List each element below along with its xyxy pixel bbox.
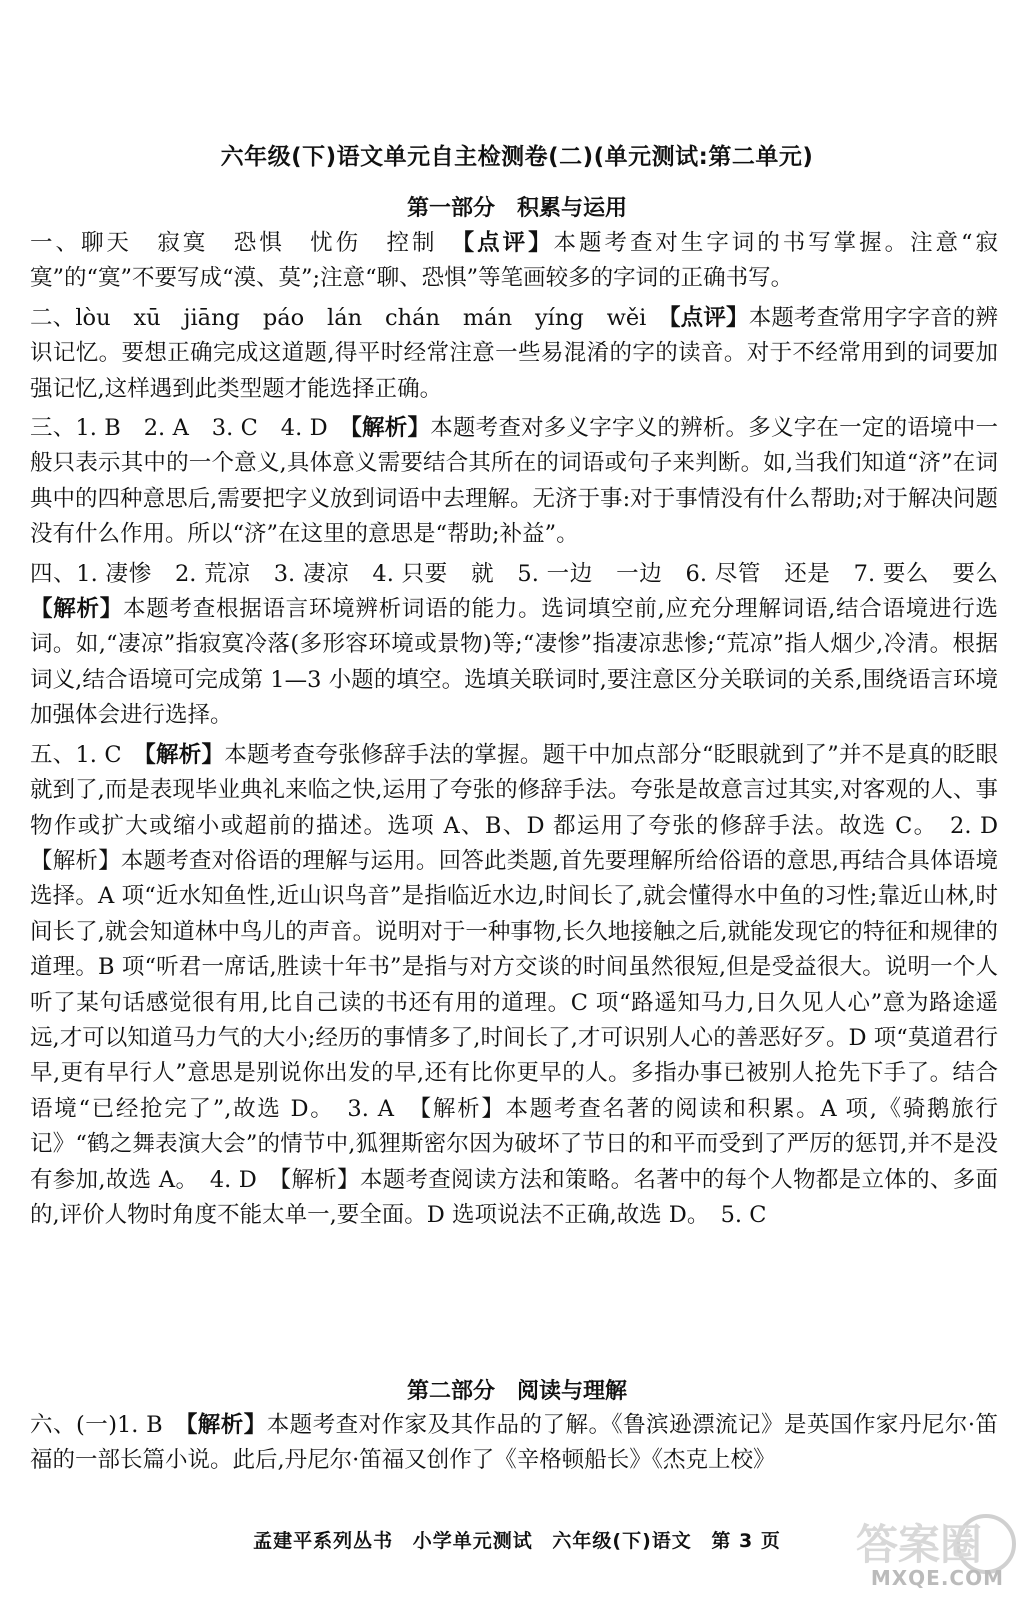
answer-item-3: 三、1. B 2. A 3. C 4. D 【解析】本题考查对多义字字义的辨析。多义字在一定的语境中一般只表示其中的一个意义,具体意义需要结合其所在的词语或句子来判断。如,当我们知道“济”在词典中的四种意思后,需要把字义放到词语中去理解。无济于事:对于事情没有什么帮助;对于解决问题没有什么作用。所以“济”在这里的意思是“帮助;补益”。 (30, 415, 998, 548)
part2-heading: 第二部分 阅读与理解 (406, 1379, 627, 1404)
part1-heading: 第一部分 积累与运用 (406, 196, 627, 221)
answer-item-6: 六、(一)1. B 【解析】本题考查对作家及其作品的了解。《鲁滨逊漂流记》是英国作家丹尼尔·笛福的一部长篇小说。此后,丹尼尔·笛福又创作了《辛格顿船长》《杰克上校》 (30, 1412, 998, 1474)
part2-body (30, 1408, 998, 1483)
watermark-logo-text: 答案圈 (856, 1520, 983, 1569)
answer-item-1: 一、聊天 寂寞 恐惧 忧伤 控制 【点评】本题考查对生字词的书写掌握。注意“寂寞”的“寞”不要写成“漠、莫”;注意“聊、恐惧”等笔画较多的字词的正确书写。 (30, 230, 998, 292)
footer-series: 孟建平系列丛书 (253, 1530, 394, 1552)
footer-book: 小学单元测试 (412, 1530, 533, 1552)
footer-page-number: 第 3 页 (711, 1530, 781, 1552)
footer-grade: 六年级(下)语文 (552, 1530, 692, 1552)
answer-item-5: 五、1. C 【解析】本题考查夸张修辞手法的掌握。题干中加点部分“眨眼就到了”并不是真的眨眼就到了,而是表现毕业典礼来临之快,运用了夸张的修辞手法。夸张是故意言过其实,对客观的人、事物作或扩大或缩小或超前的描述。选项 A、B、D 都运用了夸张的修辞手法。故选 C。 2. D 【解析】本题考查对俗语的理解与运用。回答此类题,首先要理解所给俗语的意思,再结合具体语境选择。A 项“近水知鱼性,近山识鸟音”是指临近水边,时间长了,就会懂得水中鱼的习性;靠近山林,时间长了,就会知道林中鸟儿的声音。说明对于一种事物,长久地接触之后,就能发现它的特征和规律的道理。B 项“听君一席话,胜读十年书”是指与对方交谈的时间虽然很短,但是受益很大。说明一个人听了某句话感觉很有用,比自己读的书还有用的道理。C 项“路遥知马力,日久见人心”意为路途遥远,才可以知道马力气的大小;经历的事情多了,时间长了,才可识别人心的善恶好歹。D 项“莫道君行早,更有早行人”意思是别说你出发的早,还有比你更早的人。多指办事已被别人抢先下手了。结合语境“已经抢完了”,故选 D。 3. A 【解析】本题考查名著的阅读和积累。A 项,《骑鹅旅行记》“鹤之舞表演大会”的情节中,狐狸斯密尔因为破坏了节日的和平而受到了严厉的惩罚,并不是没有参加,故选 A。 4. D 【解析】本题考查阅读方法和策略。名著中的每个人物都是立体的、多面的,评价人物时角度不能太单一,要全面。D 选项说法不正确,故选 D。 5. C (30, 741, 1021, 1228)
watermark-site: MXQE.COM (870, 1566, 1004, 1590)
part1-body (30, 226, 1021, 1237)
answer-item-2: 二、lòu xū jiāng páo lán chán mán yíng wěi 【点评】本题考查常用字字音的辨识记忆。要想正确完成这道题,得平时经常注意一些易混淆的字的读音。对于不经常用到的词要加强记忆,这样遇到此类型题才能选择正确。 (30, 304, 998, 402)
page-title: 六年级(下)语文单元自主检测卷(二)(单元测试:第二单元) (220, 144, 814, 170)
answer-item-4: 四、1. 凄惨 2. 荒凉 3. 凄凉 4. 只要 就 5. 一边 一边 6. 尽管 还是 7. 要么 要么 【解析】本题考查根据语言环境辨析词语的能力。选词填空前,应充分理解词语,结合语境进行选词。如,“凄凉”指寂寞冷落(多形容环境或景物)等;“凄惨”指凄凉悲惨;“荒凉”指人烟少,冷清。根据词义,结合语境可完成第 1—3 小题的填空。选填关联词时,要注意区分关联词的关系,围绕语言环境加强体会进行选择。 (30, 560, 1021, 729)
